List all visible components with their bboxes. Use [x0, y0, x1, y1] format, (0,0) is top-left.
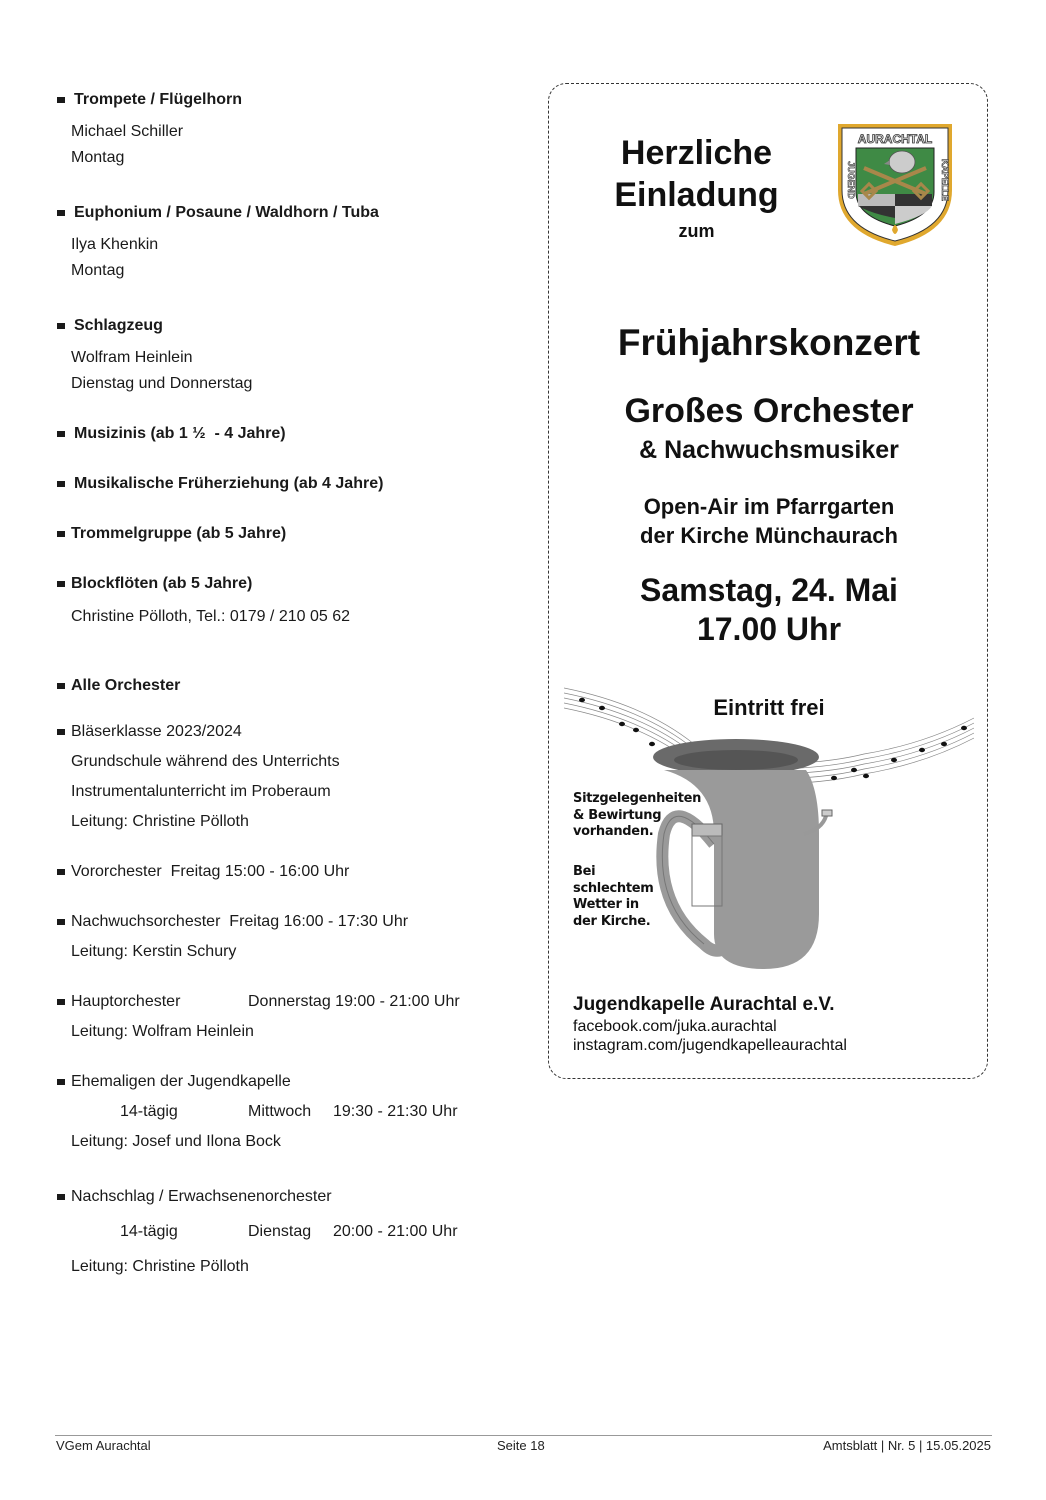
footer-divider: [55, 1435, 992, 1436]
orchestra-leader: Leitung: Christine Pölloth: [71, 1258, 249, 1275]
concert-subtitle: Großes Orchester: [624, 392, 914, 430]
section-title: Trommelgruppe (ab 5 Jahre): [71, 525, 287, 542]
orchestra-detail: Instrumentalunterricht im Proberaum: [71, 783, 331, 800]
bullet-icon: [57, 683, 65, 689]
bullet-icon: [57, 919, 65, 925]
section-schlagzeug: [55, 317, 163, 335]
lesson-day: Dienstag und Donnerstag: [71, 375, 253, 392]
section-alle-orchester: [55, 677, 180, 695]
lesson-day: Montag: [71, 262, 125, 279]
bullet-icon: [57, 729, 65, 735]
bullet-icon: [57, 210, 65, 216]
orchestra-leader: Leitung: Kerstin Schury: [71, 943, 237, 960]
bullet-icon: [57, 581, 65, 587]
orchestra-leader: Leitung: Wolfram Heinlein: [71, 1023, 254, 1040]
footer-page-number: Seite 18: [497, 1438, 545, 1453]
section-title: Alle Orchester: [71, 677, 181, 694]
crest-right-text: KAPELLE: [940, 158, 950, 202]
bullet-icon: [57, 97, 65, 103]
bullet-icon: [57, 323, 65, 329]
orchestra-nachwuchsorchester: [55, 913, 408, 931]
section-title: Musikalische Früherziehung (ab 4 Jahre): [74, 475, 384, 492]
concert-subtitle-2: & Nachwuchsmusiker: [639, 436, 899, 464]
note-line: Sitzgelegenheiten: [573, 791, 702, 806]
invitation-line: Herzliche: [620, 134, 773, 172]
invitation-zum: zum: [678, 221, 715, 241]
eagle-keys-crest-icon: [834, 120, 956, 248]
orchestra-title: Bläserklasse 2023/2024: [71, 723, 242, 740]
venue-line: Open-Air im Pfarrgarten: [643, 494, 895, 519]
invitation-line: Einladung: [614, 176, 779, 214]
bullet-icon: [57, 999, 65, 1005]
note-line: vorhanden.: [573, 824, 654, 839]
teacher-name: Ilya Khenkin: [71, 236, 159, 253]
concert-datetime: [549, 571, 989, 649]
footer-publisher: VGem Aurachtal: [56, 1438, 151, 1453]
orchestra-title: Hauptorchester: [71, 993, 181, 1010]
seating-note: [573, 791, 701, 841]
crest-top-text: AURACHTAL: [857, 132, 933, 146]
section-title: Schlagzeug: [74, 317, 163, 334]
concert-venue: [549, 492, 989, 550]
section-euphonium: [55, 204, 379, 222]
section-frueherziehung: [55, 475, 383, 493]
teacher-name: Wolfram Heinlein: [71, 349, 193, 366]
section-musizinis: [55, 425, 286, 443]
weather-note: [573, 864, 654, 930]
note-line: & Bewirtung: [573, 807, 662, 823]
orchestra-title: Nachwuchsorchester Freitag 16:00 - 17:30 Uhr: [71, 913, 409, 930]
orchestra-ehemalige: [55, 1073, 291, 1091]
concert-title: Frühjahrskonzert: [617, 322, 921, 363]
orchestra-blaeserklasse: [55, 723, 242, 741]
section-title: Euphonium / Posaune / Waldhorn / Tuba: [74, 204, 379, 221]
facebook-link[interactable]: facebook.com/juka.aurachtal: [573, 1018, 777, 1035]
footer-issue: Amtsblatt | Nr. 5 | 15.05.2025: [823, 1438, 991, 1453]
bullet-icon: [57, 531, 65, 537]
orchestra-vororchester: [55, 863, 349, 881]
section-title: Blockflöten (ab 5 Jahre): [71, 575, 253, 592]
contact-line: Christine Pölloth, Tel.: 0179 / 210 05 62: [71, 608, 350, 625]
orchestra-frequency: 14-tägig: [120, 1103, 178, 1120]
note-line: Bei: [573, 864, 596, 879]
orchestra-leader: Leitung: Christine Pölloth: [71, 813, 249, 830]
section-title: Musizinis (ab 1 ½ - 4 Jahre): [74, 425, 286, 442]
note-line: der Kirche.: [573, 913, 651, 929]
crest-left-text: JUGEND: [846, 161, 856, 199]
orchestra-day: Dienstag: [248, 1223, 312, 1240]
orchestra-nachschlag: [55, 1188, 332, 1206]
note-line: schlechtem: [573, 880, 654, 896]
orchestra-title: Vororchester Freitag 15:00 - 16:00 Uhr: [71, 863, 350, 880]
orchestra-detail: Grundschule während des Unterrichts: [71, 753, 340, 770]
teacher-name: Michael Schiller: [71, 123, 184, 140]
invitation-heading: [569, 132, 824, 216]
bullet-icon: [57, 1079, 65, 1085]
instagram-link[interactable]: instagram.com/jugendkapelleaurachtal: [573, 1037, 847, 1054]
orchestra-schedule: Donnerstag 19:00 - 21:00 Uhr: [248, 993, 460, 1010]
lesson-day: Montag: [71, 149, 125, 166]
orchestra-leader: Leitung: Josef und Ilona Bock: [71, 1133, 281, 1150]
bullet-icon: [57, 481, 65, 487]
bullet-icon: [57, 869, 65, 875]
section-title: Trompete / Flügelhorn: [74, 91, 243, 108]
orchestra-title: Ehemaligen der Jugendkapelle: [71, 1073, 291, 1090]
orchestra-hauptorchester: [55, 993, 180, 1011]
section-blockfloeten: [55, 575, 252, 593]
orchestra-frequency: 14-tägig: [120, 1223, 178, 1240]
bullet-icon: [57, 1194, 65, 1200]
tuba-icon: [653, 739, 832, 969]
note-line: Wetter in: [573, 897, 639, 912]
orchestra-title: Nachschlag / Erwachsenenorchester: [71, 1188, 332, 1205]
orchestra-day: Mittwoch: [248, 1103, 312, 1120]
section-trommelgruppe: [55, 525, 286, 543]
organizer-name: Jugendkapelle Aurachtal e.V.: [573, 994, 835, 1015]
concert-time: 17.00 Uhr: [696, 611, 842, 647]
orchestra-time: 20:00 - 21:00 Uhr: [333, 1223, 458, 1240]
concert-date: Samstag, 24. Mai: [640, 572, 898, 608]
venue-line: der Kirche Münchaurach: [640, 523, 898, 548]
section-trompete: [55, 91, 242, 109]
concert-flyer: [548, 83, 988, 1079]
bullet-icon: [57, 431, 65, 437]
orchestra-time: 19:30 - 21:30 Uhr: [333, 1103, 458, 1120]
admission-text: Eintritt frei: [713, 695, 825, 720]
